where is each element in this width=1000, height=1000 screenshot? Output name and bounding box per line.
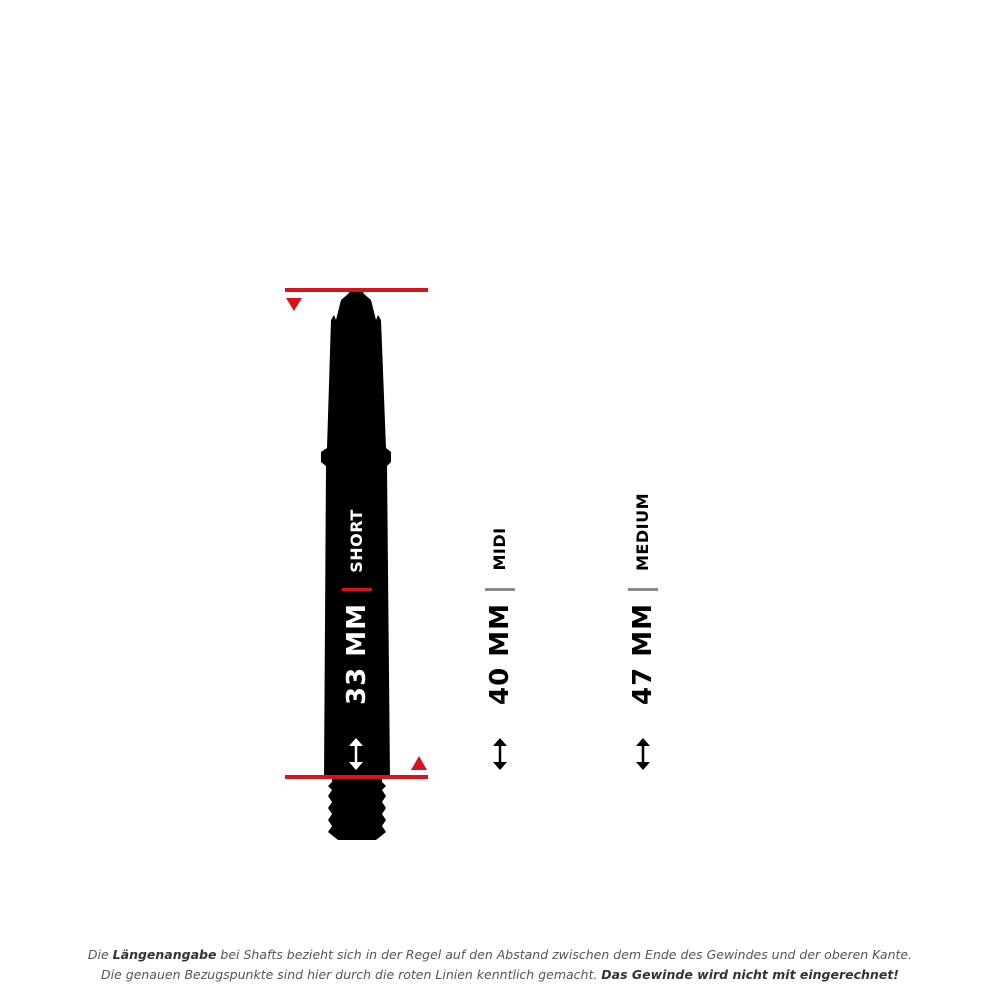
label-separator <box>628 588 658 591</box>
shaft-length-short: 33 MM <box>342 603 372 705</box>
footnote-emphasis: Das Gewinde wird nicht mit eingerechnet! <box>601 967 899 982</box>
triangle-up-icon <box>411 756 427 770</box>
shaft-thread <box>328 778 386 840</box>
footnote-line-2: Die genauen Bezugspunkte sind hier durch die roten Linien kenntlich gemacht. Das Gewinde wird nicht mit eingerechnet! <box>101 967 899 982</box>
footnote-emphasis: Längenangabe <box>112 947 217 962</box>
footnote-line-1: Die Längenangabe bei Shafts bezieht sich in der Regel auf den Abstand zwischen dem Ende des Gewindes und der oberen Kante. <box>87 947 913 962</box>
double-vertical-arrow-icon <box>493 738 507 770</box>
label-separator <box>342 588 372 591</box>
shaft-label-short: SHORT <box>347 509 366 573</box>
shaft-label-midi: MIDI <box>490 527 509 571</box>
shaft-label-medium: MEDIUM <box>633 493 652 571</box>
footnote <box>0 945 1000 985</box>
triangle-down-icon <box>286 298 302 311</box>
shaft-length-midi: 40 MM <box>485 603 515 705</box>
label-separator <box>485 588 515 591</box>
double-vertical-arrow-icon <box>636 738 650 770</box>
shaft-length-medium: 47 MM <box>628 603 658 705</box>
